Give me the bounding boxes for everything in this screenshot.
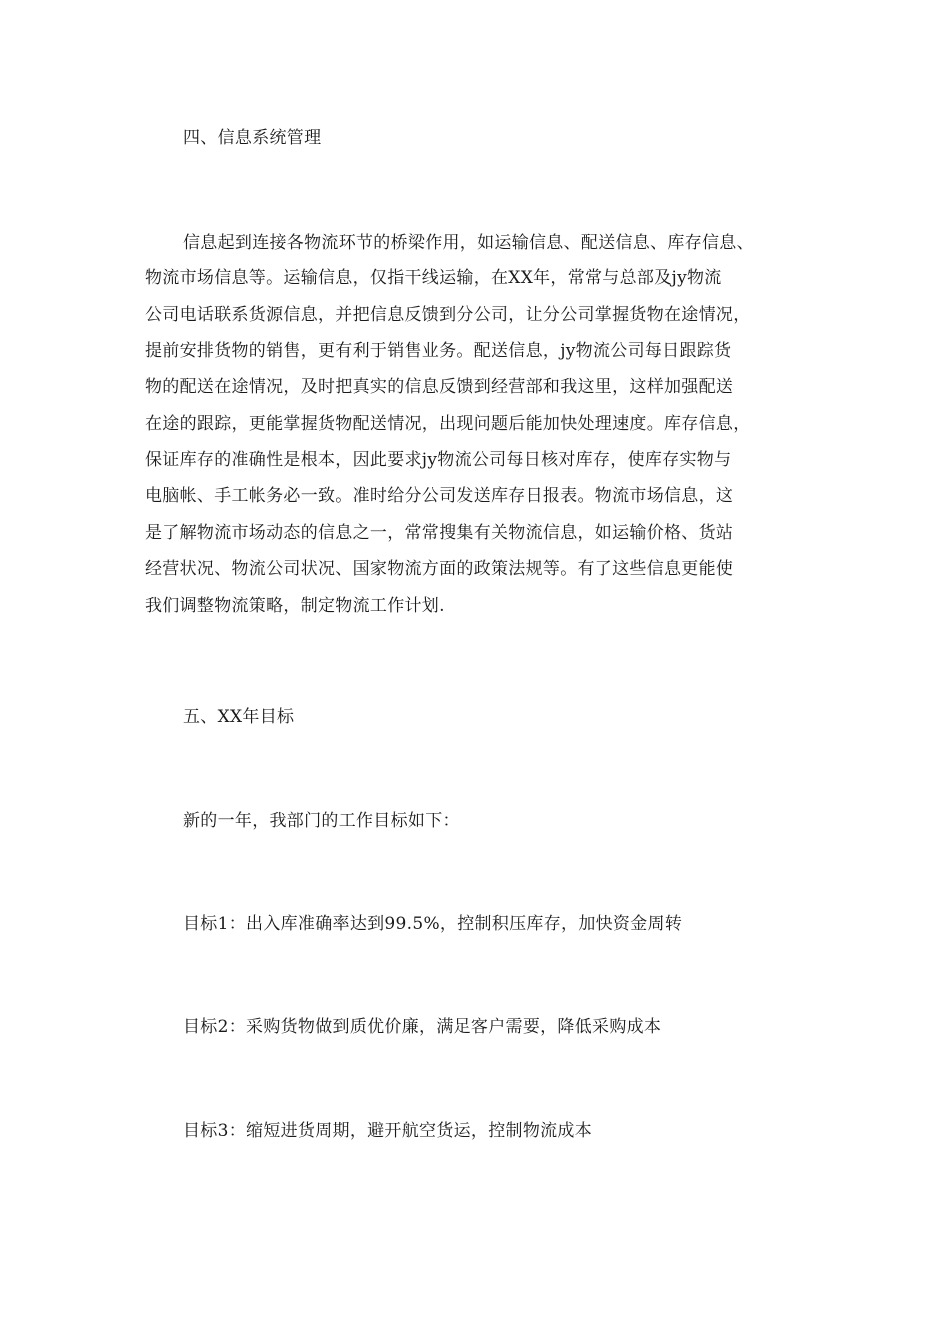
goal-item: 目标1：出入库准确率达到99.5%，控制积压库存，加快资金周转 [183, 914, 683, 934]
paragraph-line: 在途的跟踪，更能掌握货物配送情况，出现问题后能加快处理速度。库存信息， [145, 414, 751, 434]
paragraph-line: 经营状况、物流公司状况、国家物流方面的政策法规等。有了这些信息更能使 [145, 559, 734, 579]
paragraph-line: 物的配送在途情况，及时把真实的信息反馈到经营部和我这里，这样加强配送 [145, 377, 734, 397]
goal-item: 目标3：缩短进货周期，避开航空货运，控制物流成本 [183, 1121, 593, 1141]
paragraph-line: 信息起到连接各物流环节的桥梁作用，如运输信息、配送信息、库存信息、 [183, 233, 754, 253]
paragraph-line: 物流市场信息等。运输信息，仅指干线运输，在XX年，常常与总部及jy物流 [145, 268, 722, 288]
goal-item: 目标2：采购货物做到质优价廉，满足客户需要，降低采购成本 [183, 1017, 662, 1037]
paragraph-line: 提前安排货物的销售，更有利于销售业务。配送信息，jy物流公司每日跟踪货 [145, 341, 732, 361]
paragraph-line: 公司电话联系货源信息，并把信息反馈到分公司，让分公司掌握货物在途情况， [145, 305, 751, 325]
paragraph-line: 保证库存的准确性是根本，因此要求jy物流公司每日核对库存，使库存实物与 [145, 450, 732, 470]
paragraph-line: 是了解物流市场动态的信息之一，常常搜集有关物流信息，如运输价格、货站 [145, 523, 734, 543]
section-heading-annual-goals: 五、XX年目标 [183, 707, 295, 727]
goals-intro: 新的一年，我部门的工作目标如下： [183, 811, 460, 831]
section-heading-information-system: 四、信息系统管理 [183, 128, 322, 148]
paragraph-line: 我们调整物流策略，制定物流工作计划. [145, 596, 445, 616]
paragraph-line: 电脑帐、手工帐务必一致。准时给分公司发送库存日报表。物流市场信息，这 [145, 486, 734, 506]
